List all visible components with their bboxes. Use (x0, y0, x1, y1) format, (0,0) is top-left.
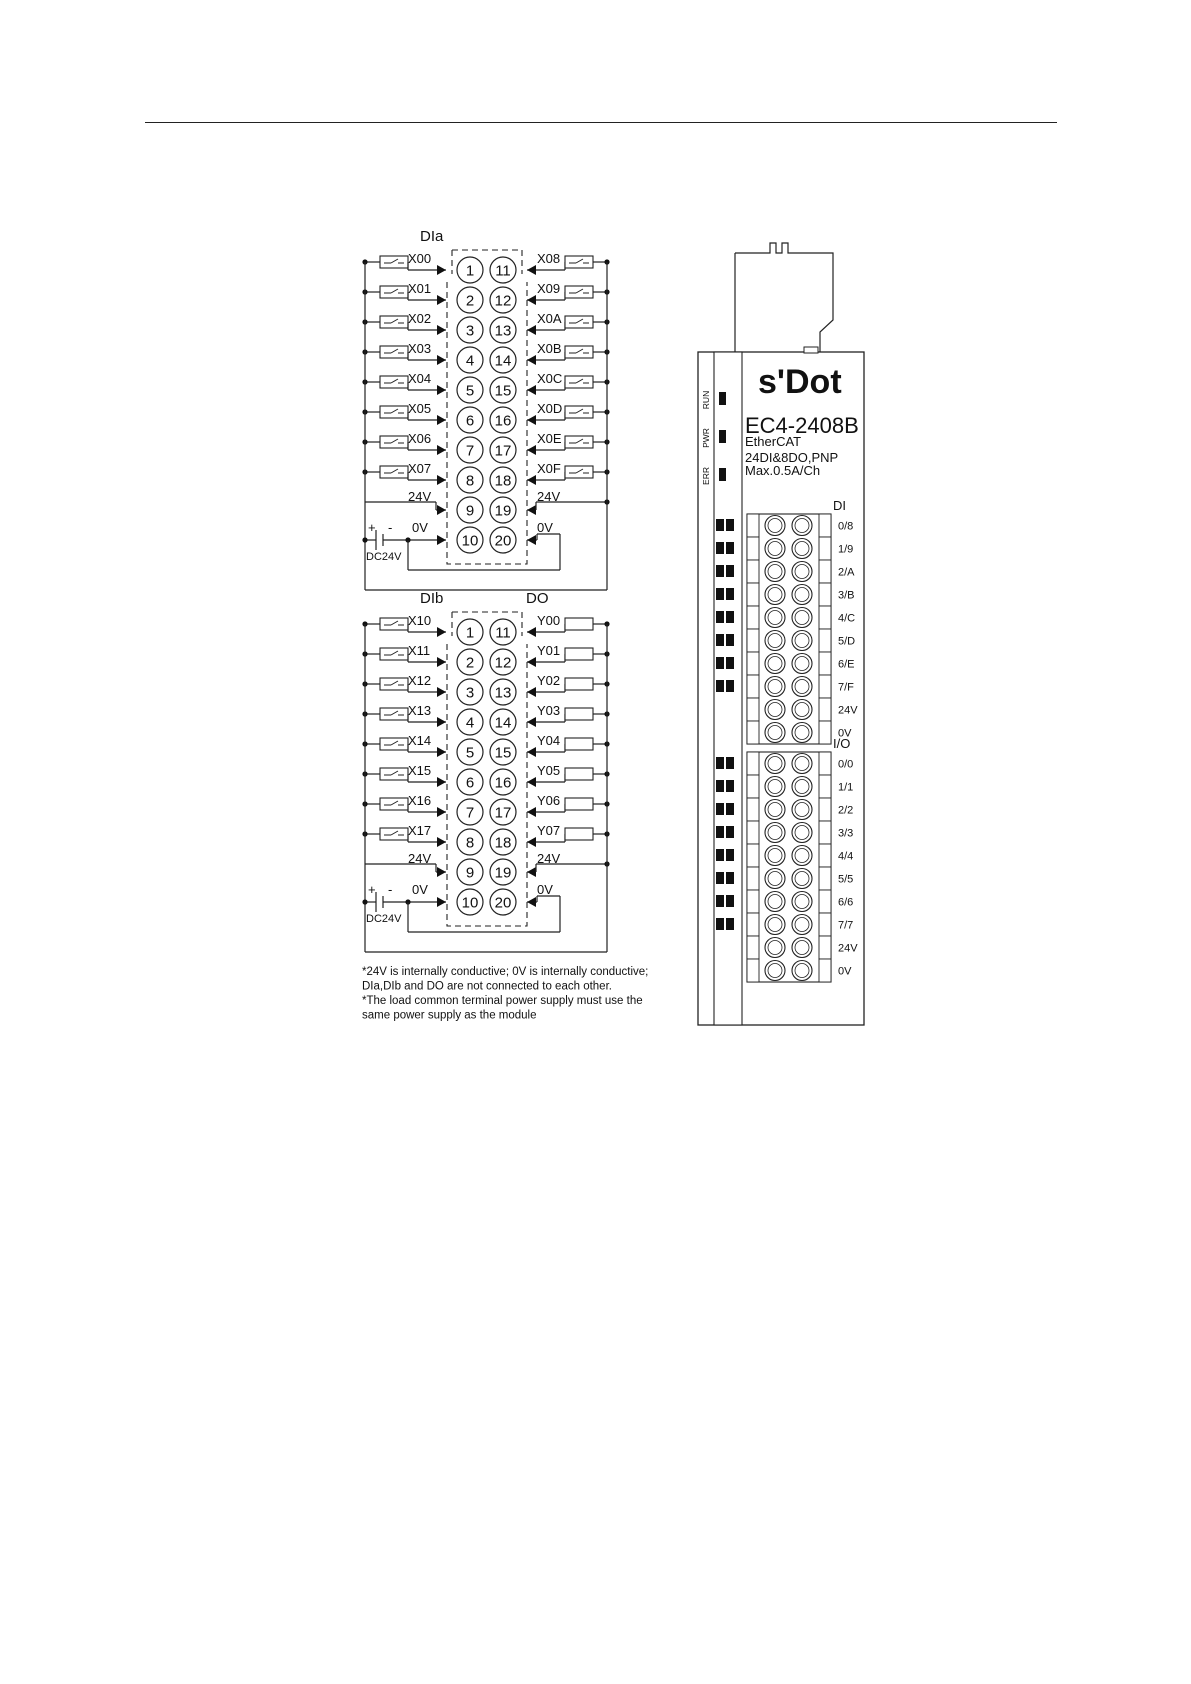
signal-arrow (437, 897, 446, 907)
terminal-label: 1/9 (838, 543, 854, 556)
input-label: X02 (408, 311, 432, 326)
input-label: X0D (537, 401, 563, 416)
note-line: *24V is internally conductive; 0V is internally conductive; (362, 966, 649, 978)
pin-number: 3 (465, 684, 475, 702)
pin-number: 4 (465, 714, 475, 732)
pin-number: 6 (465, 412, 475, 430)
pin-number: 17 (494, 442, 512, 460)
pin-number: 15 (494, 382, 512, 400)
terminal-label: 5/D (838, 635, 856, 648)
terminal-clip (747, 560, 759, 583)
pin-number: 10 (461, 894, 479, 912)
switch-symbol (380, 678, 408, 690)
polarity-minus: - (388, 882, 393, 897)
section-label-left: DIb (420, 590, 444, 607)
load-symbol (565, 648, 593, 660)
signal-arrow (527, 445, 536, 455)
signal-arrow (527, 807, 536, 817)
terminal-clip (819, 606, 831, 629)
signal-arrow (437, 415, 446, 425)
pin-number: 12 (494, 292, 512, 310)
pin-number: 5 (465, 382, 475, 400)
channel-led (726, 542, 734, 554)
input-label: X00 (408, 251, 432, 266)
channel-led (716, 849, 724, 861)
pin-number: 18 (494, 472, 512, 490)
terminal-clip (747, 629, 759, 652)
load-symbol (565, 768, 593, 780)
terminal-clip (747, 821, 759, 844)
terminal-clip (819, 629, 831, 652)
terminal-block (747, 752, 831, 982)
pin-number: 19 (494, 502, 512, 520)
load-symbol (565, 828, 593, 840)
module-bus: EtherCAT (745, 434, 802, 449)
channel-led (726, 826, 734, 838)
channel-led (726, 918, 734, 930)
pin-number: 16 (494, 774, 512, 792)
power-label: 0V (537, 520, 553, 535)
supply-label: DC24V (366, 913, 402, 925)
terminal-label: 2/A (838, 566, 855, 579)
output-label: Y01 (537, 643, 561, 658)
input-label: X14 (408, 733, 432, 748)
di-header: DI (833, 498, 846, 513)
signal-arrow (527, 505, 536, 515)
wiring-notes (362, 966, 648, 1022)
power-label: 24V (537, 489, 561, 504)
switch-symbol (380, 738, 408, 750)
input-label: X03 (408, 341, 432, 356)
wiring-diagram-a (362, 228, 609, 590)
pin-number: 11 (495, 262, 511, 280)
supply-label: DC24V (366, 551, 402, 563)
signal-arrow (437, 807, 446, 817)
terminal-clip (819, 583, 831, 606)
channel-led (716, 780, 724, 792)
module-logo: s'Dot (758, 363, 842, 401)
switch-symbol (380, 286, 408, 298)
signal-arrow (527, 535, 536, 545)
terminal-clip (819, 560, 831, 583)
switch-symbol (380, 618, 408, 630)
switch-symbol (380, 346, 408, 358)
signal-arrow (527, 687, 536, 697)
module-current: Max.0.5A/Ch (745, 463, 821, 478)
terminal-label: 0/0 (838, 758, 854, 771)
note-line: same power supply as the module (362, 1009, 537, 1022)
input-label: X05 (408, 401, 432, 416)
terminal-clip (747, 959, 759, 982)
module-io-desc: 24DI&8DO,PNP (745, 450, 839, 465)
pin-number: 19 (494, 864, 512, 882)
switch-symbol (565, 376, 593, 388)
led-label: RUN (701, 390, 711, 410)
channel-led (716, 542, 724, 554)
pin-number: 20 (494, 532, 512, 550)
pin-number: 15 (494, 744, 512, 762)
signal-arrow (437, 505, 446, 515)
signal-arrow (527, 867, 536, 877)
signal-arrow (527, 265, 536, 275)
section-label-right: DO (526, 590, 549, 607)
terminal-clip (747, 606, 759, 629)
channel-led (726, 519, 734, 531)
terminal-label: 2/2 (838, 804, 854, 817)
switch-symbol (565, 256, 593, 268)
switch-symbol (380, 798, 408, 810)
wiring-diagram-b (362, 590, 609, 952)
pin-number: 20 (494, 894, 512, 912)
note-line: DIa,DIb and DO are not connected to each other. (362, 980, 612, 993)
terminal-clip (747, 913, 759, 936)
switch-symbol (565, 436, 593, 448)
terminal-label: 7/7 (838, 919, 854, 932)
input-label: X12 (408, 673, 432, 688)
pin-number: 4 (465, 352, 475, 370)
channel-led (726, 849, 734, 861)
input-label: X13 (408, 703, 432, 718)
output-label: Y06 (537, 793, 561, 808)
pin-number: 11 (495, 624, 511, 642)
pin-number: 8 (465, 834, 475, 852)
switch-symbol (380, 256, 408, 268)
terminal-clip (819, 675, 831, 698)
switch-symbol (380, 708, 408, 720)
terminal-label: 0V (838, 727, 852, 740)
signal-arrow (437, 657, 446, 667)
power-label: 24V (408, 489, 432, 504)
input-label: X15 (408, 763, 432, 778)
signal-arrow (527, 475, 536, 485)
junction-dot (362, 537, 367, 542)
input-label: X16 (408, 793, 432, 808)
input-label: X0B (537, 341, 562, 356)
terminal-clip (819, 514, 831, 537)
channel-led (716, 611, 724, 623)
output-label: Y02 (537, 673, 561, 688)
power-label: 0V (537, 882, 553, 897)
terminal-clip (819, 775, 831, 798)
signal-arrow (527, 325, 536, 335)
terminal-clip (747, 798, 759, 821)
pin-number: 12 (494, 654, 512, 672)
pin-number: 2 (465, 292, 475, 310)
pin-number: 18 (494, 834, 512, 852)
terminal-clip (747, 698, 759, 721)
module-model: EC4-2408B (745, 413, 859, 438)
power-label: 0V (412, 520, 428, 535)
section-label-left: DIa (420, 228, 444, 245)
led-label: ERR (701, 467, 711, 485)
load-symbol (565, 708, 593, 720)
terminal-label: 4/4 (838, 850, 854, 863)
terminal-clip (747, 652, 759, 675)
terminal-clip (747, 675, 759, 698)
signal-arrow (437, 687, 446, 697)
input-label: X09 (537, 281, 561, 296)
input-label: X01 (408, 281, 432, 296)
signal-arrow (527, 897, 536, 907)
io-header: I/O (833, 736, 851, 751)
terminal-label: 5/5 (838, 873, 854, 886)
output-label: Y04 (537, 733, 561, 748)
channel-led (726, 565, 734, 577)
channel-led (726, 680, 734, 692)
terminal-clip (747, 775, 759, 798)
module-outline (735, 243, 833, 352)
channel-led (716, 826, 724, 838)
load-symbol (565, 738, 593, 750)
switch-symbol (380, 768, 408, 780)
pin-number: 7 (465, 442, 475, 460)
switch-symbol (380, 436, 408, 448)
pin-number: 13 (494, 322, 512, 340)
signal-arrow (437, 445, 446, 455)
channel-led (726, 657, 734, 669)
terminal-clip (819, 867, 831, 890)
signal-arrow (437, 535, 446, 545)
pin-number: 8 (465, 472, 475, 490)
signal-arrow (437, 295, 446, 305)
signal-arrow (437, 355, 446, 365)
status-led (719, 468, 726, 481)
power-label: 0V (412, 882, 428, 897)
signal-arrow (437, 777, 446, 787)
terminal-clip (819, 798, 831, 821)
switch-symbol (380, 406, 408, 418)
signal-arrow (437, 475, 446, 485)
terminal-label: 6/E (838, 658, 855, 671)
pin-number: 6 (465, 774, 475, 792)
terminal-clip (747, 514, 759, 537)
input-label: X0F (537, 461, 561, 476)
polarity-minus: - (388, 520, 393, 535)
terminal-clip (747, 844, 759, 867)
signal-arrow (437, 265, 446, 275)
input-label: X0E (537, 431, 562, 446)
pin-number: 9 (465, 502, 475, 520)
channel-led (716, 634, 724, 646)
channel-led (716, 680, 724, 692)
channel-led (726, 757, 734, 769)
terminal-label: 6/6 (838, 896, 854, 909)
input-label: X06 (408, 431, 432, 446)
terminal-clip (747, 890, 759, 913)
terminal-clip (819, 936, 831, 959)
terminal-block (747, 514, 831, 744)
signal-arrow (527, 657, 536, 667)
terminal-clip (747, 867, 759, 890)
switch-symbol (565, 316, 593, 328)
led-label: PWR (701, 428, 711, 448)
signal-arrow (437, 627, 446, 637)
terminal-clip (819, 652, 831, 675)
input-label: X11 (408, 643, 431, 658)
switch-symbol (565, 406, 593, 418)
input-label: X07 (408, 461, 432, 476)
input-label: X08 (537, 251, 561, 266)
pin-number: 17 (494, 804, 512, 822)
input-label: X10 (408, 613, 432, 628)
signal-arrow (527, 295, 536, 305)
terminal-clip (819, 821, 831, 844)
output-label: Y00 (537, 613, 561, 628)
terminal-label: 1/1 (838, 781, 854, 794)
channel-led (716, 519, 724, 531)
channel-led (716, 918, 724, 930)
module-front-view (698, 243, 864, 1025)
terminal-clip (819, 913, 831, 936)
channel-led (716, 565, 724, 577)
pin-number: 7 (465, 804, 475, 822)
signal-arrow (527, 747, 536, 757)
signal-arrow (527, 777, 536, 787)
input-label: X0C (537, 371, 563, 386)
terminal-label: 7/F (838, 681, 854, 694)
channel-led (726, 634, 734, 646)
terminal-label: 4/C (838, 612, 856, 625)
pin-number: 1 (465, 624, 475, 642)
load-symbol (565, 678, 593, 690)
signal-arrow (437, 747, 446, 757)
terminal-clip (819, 537, 831, 560)
switch-symbol (380, 648, 408, 660)
output-label: Y03 (537, 703, 561, 718)
switch-symbol (565, 286, 593, 298)
pin-number: 2 (465, 654, 475, 672)
terminal-label: 3/B (838, 589, 855, 602)
channel-led (726, 611, 734, 623)
switch-symbol (565, 466, 593, 478)
terminal-clip (747, 936, 759, 959)
polarity-plus: + (368, 520, 376, 535)
pin-number: 14 (494, 714, 512, 732)
signal-arrow (437, 325, 446, 335)
channel-led (716, 588, 724, 600)
status-led (719, 392, 726, 405)
load-symbol (565, 618, 593, 630)
signal-arrow (527, 385, 536, 395)
terminal-label: 3/3 (838, 827, 854, 840)
switch-symbol (380, 828, 408, 840)
output-label: Y05 (537, 763, 561, 778)
power-label: 24V (537, 851, 561, 866)
switch-symbol (380, 466, 408, 478)
channel-led (716, 895, 724, 907)
pin-number: 16 (494, 412, 512, 430)
pin-number: 1 (465, 262, 475, 280)
channel-led (716, 657, 724, 669)
terminal-label: 24V (838, 704, 858, 717)
pin-number: 10 (461, 532, 479, 550)
channel-led (726, 895, 734, 907)
input-label: X0A (537, 311, 562, 326)
load-symbol (565, 798, 593, 810)
signal-arrow (527, 837, 536, 847)
terminal-clip (819, 844, 831, 867)
note-line: *The load common terminal power supply must use the (362, 995, 643, 1007)
terminal-clip (819, 752, 831, 775)
channel-led (726, 588, 734, 600)
module-latch (804, 347, 818, 353)
junction-dot (362, 899, 367, 904)
signal-arrow (527, 415, 536, 425)
polarity-plus: + (368, 882, 376, 897)
pin-number: 9 (465, 864, 475, 882)
signal-arrow (527, 627, 536, 637)
signal-arrow (527, 717, 536, 727)
signal-arrow (437, 867, 446, 877)
terminal-label: 0/8 (838, 520, 854, 533)
channel-led (716, 872, 724, 884)
terminal-clip (747, 721, 759, 744)
channel-led (726, 872, 734, 884)
input-label: X17 (408, 823, 432, 838)
channel-led (716, 757, 724, 769)
output-label: Y07 (537, 823, 561, 838)
signal-arrow (437, 837, 446, 847)
switch-symbol (565, 346, 593, 358)
terminal-clip (747, 537, 759, 560)
terminal-clip (819, 890, 831, 913)
switch-symbol (380, 376, 408, 388)
terminal-label: 0V (838, 965, 852, 978)
switch-symbol (380, 316, 408, 328)
pin-number: 13 (494, 684, 512, 702)
status-led (719, 430, 726, 443)
terminal-clip (819, 698, 831, 721)
signal-arrow (437, 385, 446, 395)
signal-arrow (527, 355, 536, 365)
terminal-clip (819, 721, 831, 744)
input-label: X04 (408, 371, 432, 386)
channel-led (716, 803, 724, 815)
channel-led (726, 780, 734, 792)
pin-number: 3 (465, 322, 475, 340)
pin-number: 14 (494, 352, 512, 370)
terminal-label: 24V (838, 942, 858, 955)
terminal-clip (747, 583, 759, 606)
terminal-clip (819, 959, 831, 982)
power-label: 24V (408, 851, 432, 866)
terminal-clip (747, 752, 759, 775)
signal-arrow (437, 717, 446, 727)
channel-led (726, 803, 734, 815)
pin-number: 5 (465, 744, 475, 762)
